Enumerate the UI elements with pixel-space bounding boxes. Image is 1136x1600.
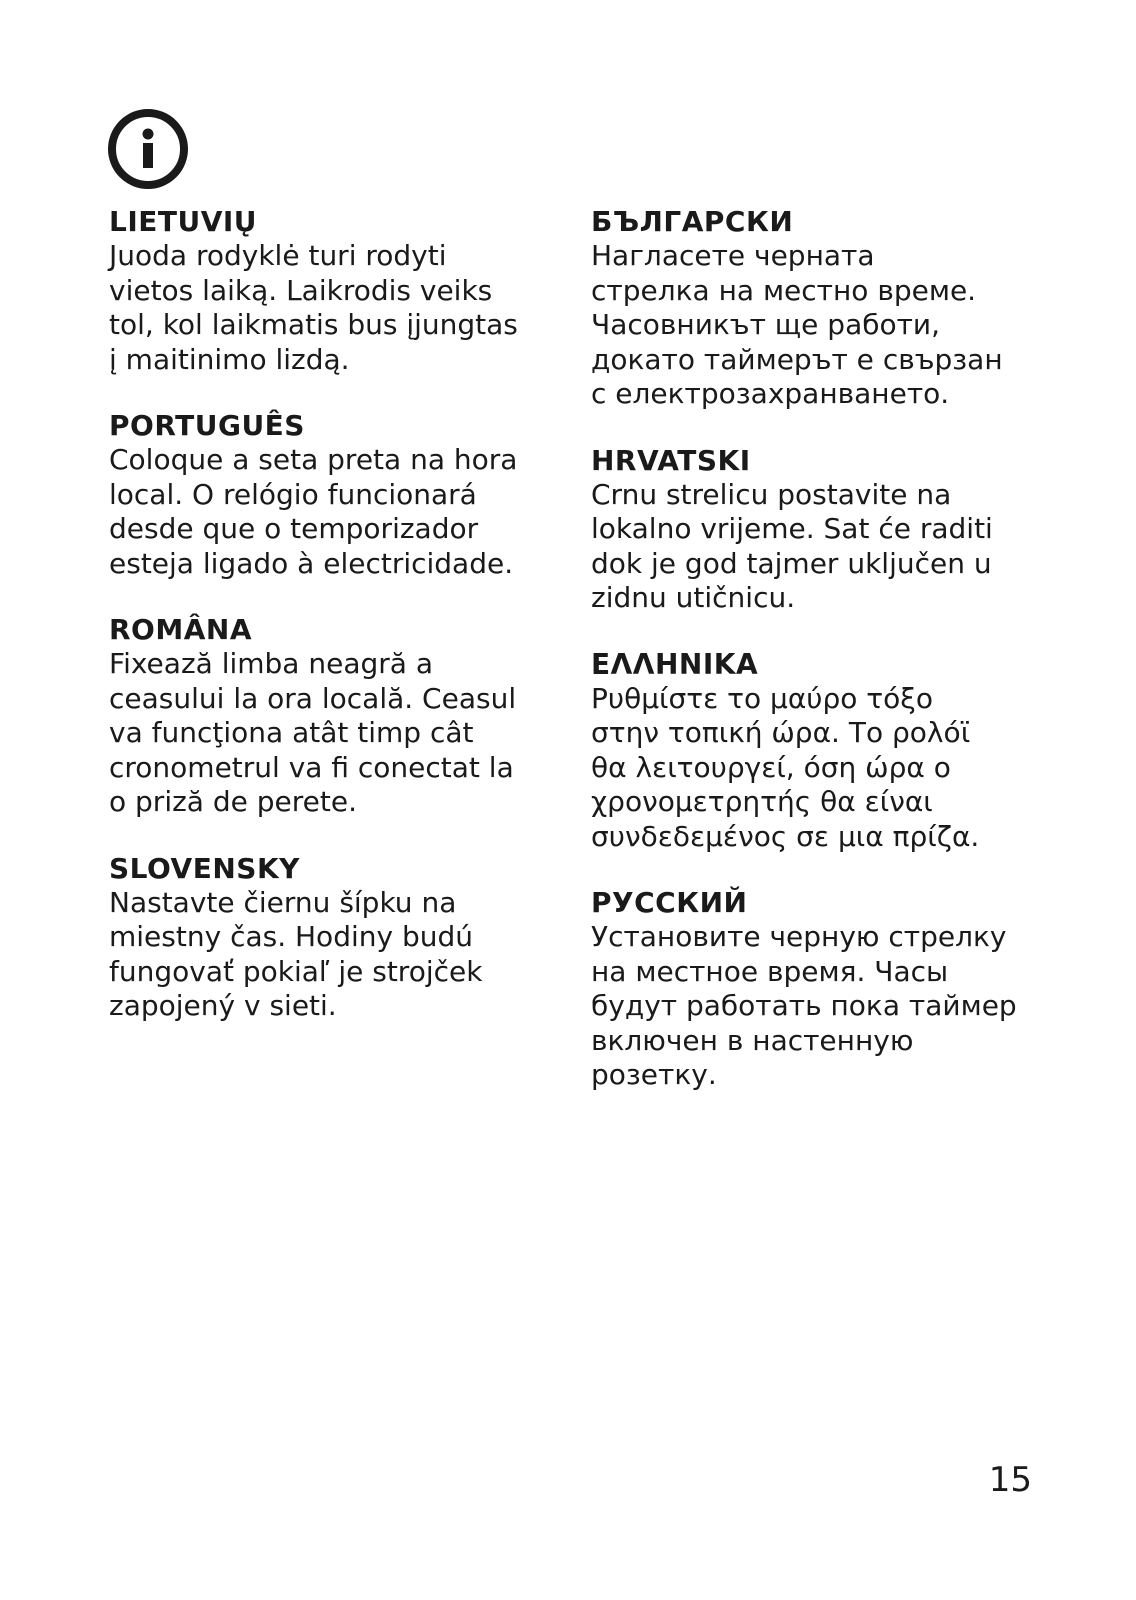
section-text: Coloque a seta preta na hora local. O relógio funcionará desde que o temporizador esteja ligado à electricidade. (109, 443, 518, 580)
section-text: Ρυθμίστε το μαύρο τόξο στην τοπική ώρα. Το ρολόϊ θα λειτουργεί, όση ώρα ο χρονομετρητής θα είναι συνδεδεμένος σε μια πρίζα. (591, 681, 980, 853)
info-icon (107, 108, 189, 190)
section-lietuviu (109, 205, 559, 377)
section-heading: HRVATSKI (591, 443, 751, 477)
section-heading: БЪЛГАРСКИ (591, 205, 794, 238)
section-text: Juoda rodyklė turi rodyti vietos laiką. Laikrodis veiks tol, kol laikmatis bus įjungtas į maitinimo lizdą. (109, 239, 518, 376)
section-text: Crnu strelicu postavite na lokalno vrijeme. Sat će raditi dok je god tajmer uključen u zidnu utičnicu. (591, 477, 993, 614)
section-heading: PORTUGUÊS (109, 409, 305, 442)
section-text: Fixează limba neagră a ceasului la ora locală. Ceasul va funcţiona atât timp cât cronometrul va fi conectat la o priză de perete. (109, 647, 517, 818)
section-slovensky (109, 852, 559, 1024)
section-heading: ΕΛΛΗΝΙΚΑ (591, 647, 759, 681)
section-russkiy (591, 886, 1051, 1093)
right-column (591, 205, 1051, 1125)
section-text: Нагласете черната стрелка на местно време. Часовникът ще работи, докато таймерът е свързан с електрозахранването. (591, 239, 1003, 410)
section-heading: РУССКИЙ (591, 886, 748, 919)
section-portugues (109, 409, 559, 581)
left-column (109, 205, 559, 1056)
section-romana (109, 613, 559, 820)
section-bulgarski (591, 205, 1051, 412)
page-number: 15 (988, 1460, 1032, 1500)
section-text: Nastavte čiernu šípku na miestny čas. Hodiny budú fungovať pokiaľ je strojček zapojený v sieti. (109, 885, 483, 1022)
section-hrvatski (591, 444, 1051, 616)
section-heading: ROMÂNA (109, 613, 252, 646)
section-text: Установите черную стрелку на местное время. Часы будут работать пока таймер включен в настенную розетку. (591, 920, 1017, 1091)
section-heading: SLOVENSKY (109, 851, 300, 885)
section-heading: LIETUVIŲ (109, 205, 258, 238)
section-ellinika (591, 648, 1051, 855)
